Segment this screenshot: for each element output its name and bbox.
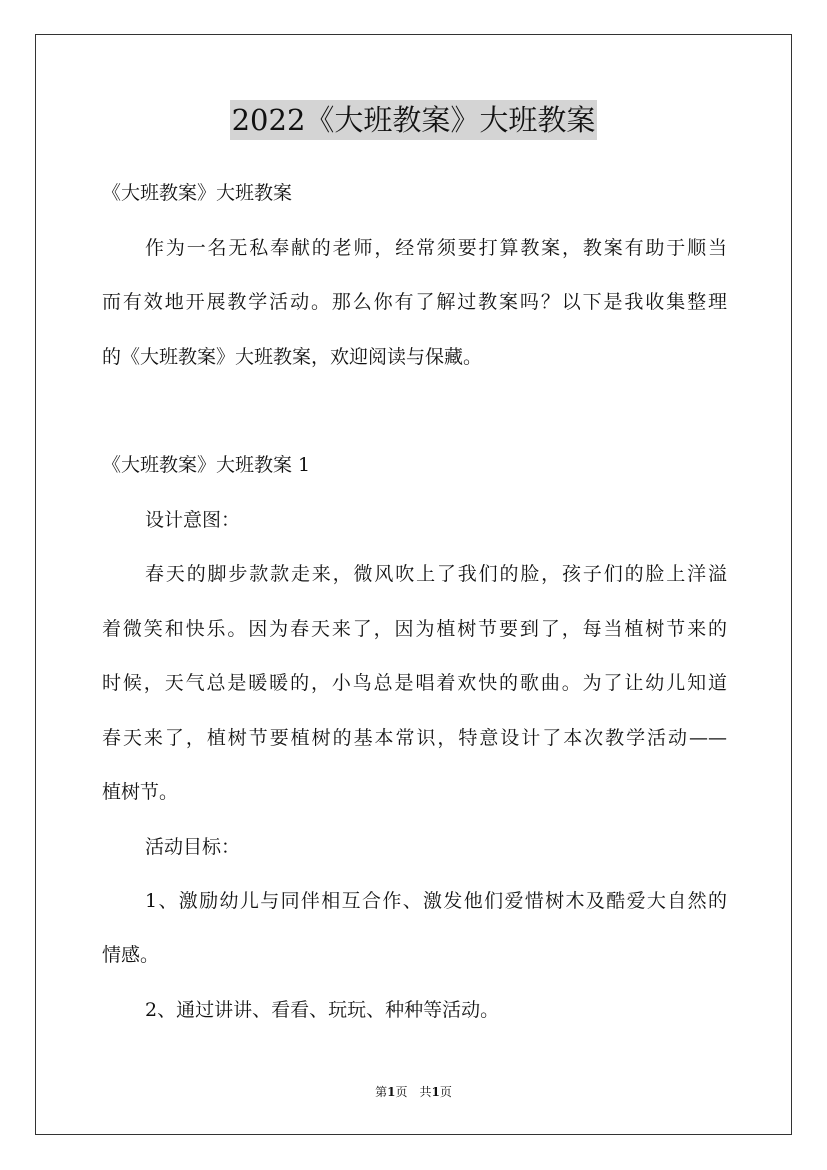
paragraph-line: 的《大班教案》大班教案，欢迎阅读与保藏。 [102, 346, 483, 368]
title-container [0, 100, 827, 140]
page-footer [0, 1084, 827, 1100]
paragraph-line: 时候，天气总是暖暖的，小鸟总是唱着欢快的歌曲。为了让幼儿知道 [102, 672, 727, 694]
paragraph-line: 情感。 [102, 944, 160, 966]
paragraph-line: 春天来了，植树节要植树的基本常识，特意设计了本次教学活动—— [102, 727, 727, 749]
section-heading: 《大班教案》大班教案 1 [102, 454, 311, 476]
paragraph-line: 1、激励幼儿与同伴相互合作、激发他们爱惜树木及酷爱大自然的 [145, 890, 727, 912]
footer-mid: 页 共 [395, 1085, 432, 1099]
paragraph-line: 春天的脚步款款走来，微风吹上了我们的脸，孩子们的脸上洋溢 [145, 563, 727, 585]
footer-page-number: 1 [387, 1085, 396, 1099]
paragraph-line: 而有效地开展教学活动。那么你有了解过教案吗？以下是我收集整理 [102, 291, 727, 313]
footer-suffix: 页 [439, 1085, 452, 1099]
paragraph-line: 植树节。 [102, 781, 179, 803]
paragraph-line: 2、通过讲讲、看看、玩玩、种种等活动。 [145, 999, 500, 1021]
document-title: 2022《大班教案》大班教案 [230, 100, 598, 140]
paragraph-line: 作为一名无私奉献的老师，经常须要打算教案，教案有助于顺当 [145, 237, 727, 259]
footer-prefix: 第 [375, 1085, 388, 1099]
paragraph-line: 活动目标： [145, 836, 241, 858]
paragraph-line: 设计意图： [145, 509, 241, 531]
paragraph-line: 着微笑和快乐。因为春天来了，因为植树节要到了，每当植树节来的 [102, 618, 727, 640]
footer-total-pages: 1 [431, 1085, 440, 1099]
subtitle-line: 《大班教案》大班教案 [102, 182, 293, 204]
